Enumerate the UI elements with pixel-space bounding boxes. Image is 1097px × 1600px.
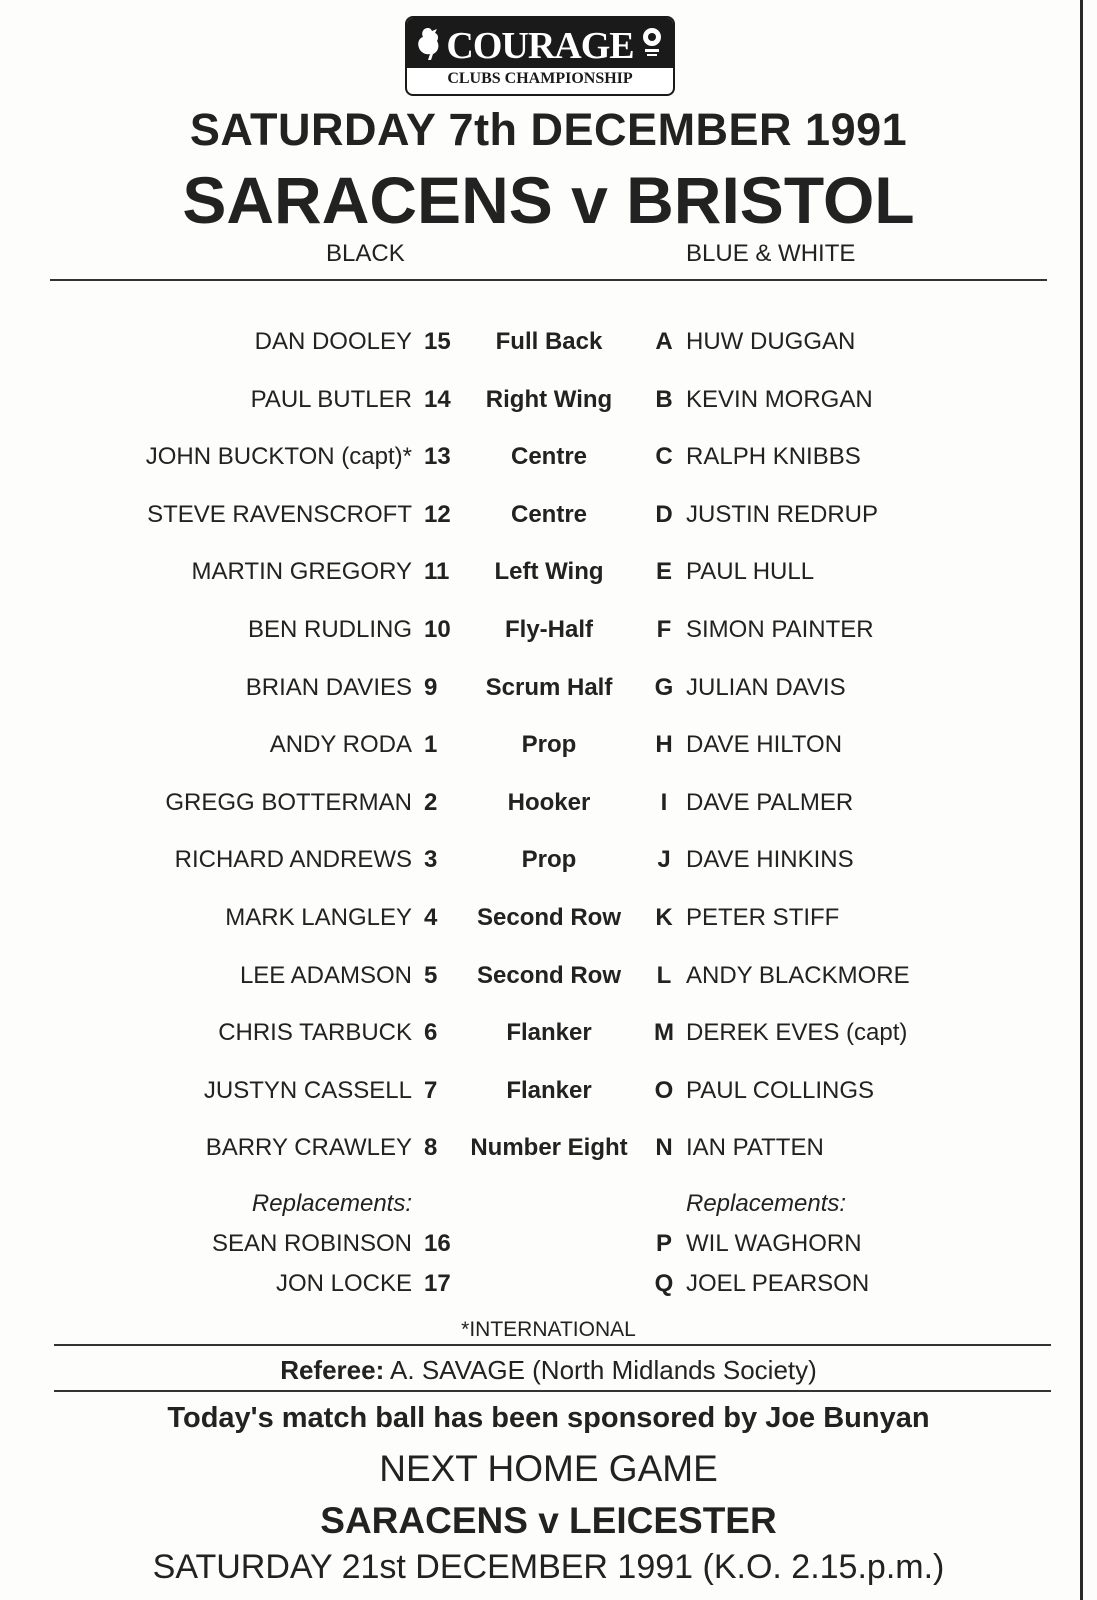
away-shirt-letter: M (654, 1019, 674, 1047)
away-shirt-letter: Q (654, 1270, 674, 1297)
away-player-name: DAVE HILTON (686, 731, 843, 759)
lineup-row (0, 498, 1097, 532)
away-player-name: SIMON PAINTER (686, 616, 874, 643)
home-shirt-number: 4 (424, 904, 438, 931)
home-shirt-number: 3 (424, 846, 438, 874)
lineup-row (0, 901, 1097, 935)
away-player-name: WIL WAGHORN (686, 1230, 862, 1257)
away-shirt-letter: H (655, 731, 673, 759)
position-label: Flanker (506, 1076, 592, 1104)
position-label: Centre (510, 443, 588, 471)
home-shirt-number: 10 (424, 616, 451, 643)
logo-brand: COURAGE (446, 25, 634, 67)
lineup-row (0, 843, 1097, 877)
away-player-name: PAUL HULL (686, 558, 815, 586)
lineup-row (0, 325, 1097, 359)
home-shirt-number: 8 (424, 1134, 438, 1162)
home-shirt-number: 1 (424, 731, 438, 759)
home-player-name: JON LOCKE (275, 1270, 412, 1297)
sponsor-line: Today's match ball has been sponsored by Joe Bunyan (167, 1402, 930, 1434)
lineup-row (0, 728, 1097, 762)
divider-top (50, 279, 1047, 281)
home-player-name: JUSTYN CASSELL (203, 1076, 412, 1104)
away-shirt-letter: O (654, 1076, 674, 1104)
lineup-row (0, 1016, 1097, 1050)
away-player-name: PAUL COLLINGS (686, 1076, 875, 1104)
position-label: Left Wing (494, 558, 604, 586)
away-shirt-letter: K (655, 904, 673, 931)
away-shirt-letter: P (655, 1230, 672, 1257)
position-label: Fly-Half (504, 616, 593, 643)
home-shirt-number: 12 (424, 500, 451, 528)
away-shirt-letter: L (656, 961, 672, 989)
home-shirt-number: 2 (424, 788, 438, 816)
divider-referee-bottom (54, 1390, 1051, 1392)
home-player-name: MARK LANGLEY (225, 904, 412, 931)
home-player-name: SEAN ROBINSON (211, 1230, 412, 1257)
away-player-name: RALPH KNIBBS (686, 443, 861, 471)
away-shirt-letter: I (660, 788, 668, 816)
referee-line (0, 1355, 1097, 1386)
home-player-name: PAUL BUTLER (250, 385, 412, 413)
away-player-name: DEREK EVES (capt) (686, 1019, 908, 1047)
home-player-name: BRIAN DAVIES (245, 673, 412, 701)
home-player-name: STEVE RAVENSCROFT (147, 500, 412, 528)
lineup-row (0, 959, 1097, 993)
position-label: Second Row (476, 904, 621, 931)
home-shirt-number: 16 (424, 1230, 451, 1257)
away-player-name: JUSTIN REDRUP (686, 500, 879, 528)
home-player-name: ANDY RODA (269, 731, 412, 759)
home-shirt-number: 17 (424, 1270, 451, 1297)
home-colours: BLACK (326, 240, 405, 267)
position-label: Right Wing (485, 385, 613, 413)
home-replacements-label: Replacements: (251, 1190, 412, 1217)
courage-logo (405, 16, 675, 96)
away-player-name: ANDY BLACKMORE (686, 961, 910, 989)
lineup-row (0, 555, 1097, 589)
away-shirt-letter: F (656, 616, 672, 643)
home-shirt-number: 7 (424, 1076, 438, 1104)
home-player-name: CHRIS TARBUCK (218, 1019, 412, 1047)
home-player-name: BEN RUDLING (247, 616, 412, 643)
away-colours: BLUE & WHITE (686, 240, 856, 267)
away-shirt-letter: C (655, 443, 673, 471)
position-label: Number Eight (470, 1134, 628, 1162)
home-shirt-number: 9 (424, 673, 438, 701)
next-match-date: SATURDAY 21st DECEMBER 1991 (K.O. 2.15.p.m.) (152, 1548, 945, 1586)
away-player-name: JULIAN DAVIS (686, 673, 846, 701)
divider-referee-top (54, 1344, 1051, 1346)
home-shirt-number: 5 (424, 961, 438, 989)
away-player-name: KEVIN MORGAN (686, 385, 873, 413)
next-match-title: SARACENS v LEICESTER (320, 1500, 777, 1541)
position-label: Prop (521, 731, 577, 759)
logo-subtitle: CLUBS CHAMPIONSHIP (447, 70, 633, 87)
home-shirt-number: 14 (424, 385, 451, 413)
away-shirt-letter: N (655, 1134, 673, 1162)
position-label: Centre (510, 500, 588, 528)
lineup-row (0, 613, 1097, 647)
position-label: Prop (521, 846, 577, 874)
lineup-row (0, 786, 1097, 820)
international-footnote: *INTERNATIONAL (461, 1318, 636, 1341)
away-shirt-letter: A (655, 328, 673, 355)
away-replacements-label: Replacements: (686, 1190, 847, 1217)
away-player-name: DAVE HINKINS (686, 846, 854, 874)
home-player-name: RICHARD ANDREWS (174, 846, 412, 874)
away-shirt-letter: D (655, 500, 673, 528)
position-label: Scrum Half (485, 673, 613, 701)
home-player-name: DAN DOOLEY (254, 328, 412, 355)
home-shirt-number: 6 (424, 1019, 438, 1047)
position-label: Flanker (506, 1019, 592, 1047)
referee-label: Referee: (280, 1355, 385, 1385)
away-shirt-letter: B (655, 385, 673, 413)
match-date: SATURDAY 7th DECEMBER 1991 (189, 104, 908, 155)
away-player-name: DAVE PALMER (686, 788, 854, 816)
lineup-row (0, 440, 1097, 474)
position-label: Full Back (495, 328, 603, 355)
lineup-row (0, 1131, 1097, 1165)
home-player-name: LEE ADAMSON (239, 961, 412, 989)
home-player-name: JOHN BUCKTON (capt)* (145, 443, 412, 471)
home-player-name: GREGG BOTTERMAN (165, 788, 412, 816)
lineup-row (0, 383, 1097, 417)
home-shirt-number: 11 (424, 558, 450, 586)
lineup-row (0, 671, 1097, 705)
lineup-row (0, 1267, 1097, 1301)
next-home-game-heading: NEXT HOME GAME (379, 1448, 718, 1489)
away-player-name: HUW DUGGAN (686, 328, 856, 355)
home-shirt-number: 13 (424, 443, 451, 471)
referee-name: A. SAVAGE (North Midlands Society) (390, 1355, 817, 1385)
away-player-name: JOEL PEARSON (686, 1270, 870, 1297)
away-shirt-letter: J (657, 846, 671, 874)
lineup-row (0, 1227, 1097, 1261)
home-player-name: BARRY CRAWLEY (205, 1134, 412, 1162)
home-player-name: MARTIN GREGORY (191, 558, 412, 586)
match-title: SARACENS v BRISTOL (182, 163, 915, 237)
away-shirt-letter: G (654, 673, 674, 701)
away-player-name: PETER STIFF (686, 904, 840, 931)
position-label: Second Row (476, 961, 621, 989)
position-label: Hooker (507, 788, 591, 816)
away-player-name: IAN PATTEN (686, 1134, 824, 1162)
away-shirt-letter: E (655, 558, 672, 586)
home-shirt-number: 15 (424, 328, 451, 355)
lineup-row (0, 1074, 1097, 1108)
